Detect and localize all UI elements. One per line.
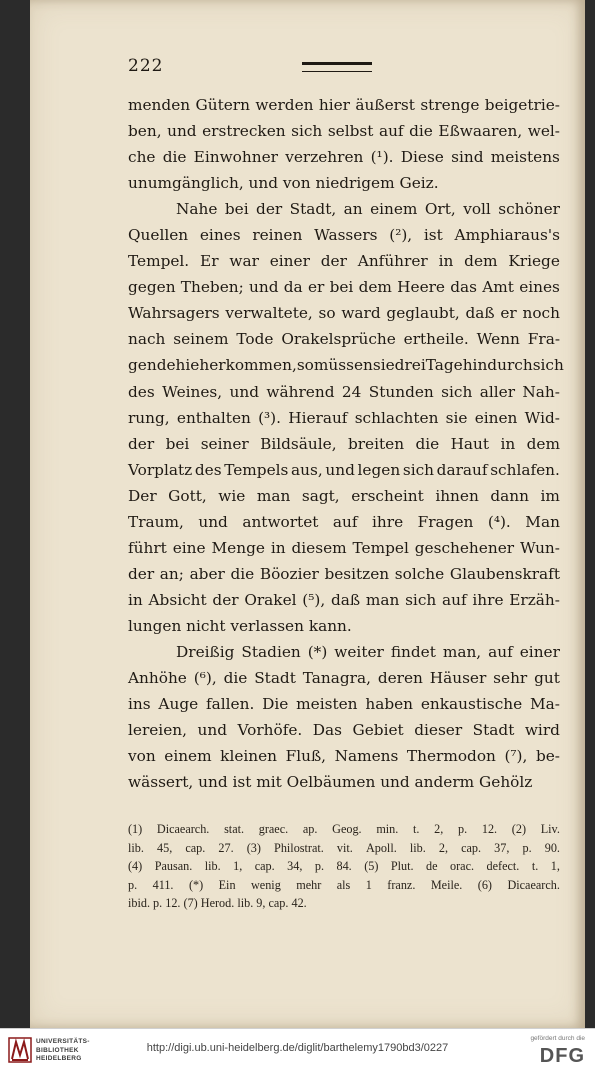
dfg-logo: DFG (539, 1045, 585, 1067)
text-line: Dreißig Stadien (*) weiter findet man, auf einer (176, 642, 560, 661)
funding-note: gefördert durch die (530, 1035, 585, 1042)
text-line: Anhöhe (⁶), die Stadt Tanagra, deren Häuser sehr gut (128, 669, 560, 688)
text-line: Tempel. Er war einer der Anführer in dem Kriege (128, 252, 560, 271)
text-line: unumgänglich, und von niedrigem Geiz. (128, 174, 439, 193)
text-line: der an; aber die Böozier besitzen solche Glaubenskraft (128, 564, 560, 583)
footnote-line: p. 411. (*) Ein wenig mehr als 1 franz. Meile. (6) Dicaearch. (128, 877, 560, 892)
text-line: che die Einwohner verzehren (¹). Diese sind meistens (128, 148, 560, 167)
text-line: Vorplatz des Tempels aus, und legen sich darauf schlafen. (128, 460, 560, 479)
text-line: rung, enthalten (³). Hierauf schlachten sie einen Wid- (128, 408, 560, 427)
text-line: von einem kleinen Fluß, Namens Thermodon (⁷), be- (128, 747, 560, 766)
text-line: der bei seiner Bildsäule, breiten die Haut in dem (128, 434, 560, 453)
permalink-url[interactable]: http://digi.ub.uni-heidelberg.de/diglit/barthelemy1790bd3/0227 (146, 1042, 449, 1054)
body-text (128, 92, 564, 795)
library-name-line: BIBLIOTHEK (36, 1046, 79, 1054)
text-line: gende hieher kommen, so müssen sie drei Tage hindurch sich (128, 356, 564, 375)
text-line: ins Auge fallen. Die meisten haben enkaustische Ma- (128, 695, 560, 714)
page-number: 222 (128, 56, 164, 76)
text-line: gegen Theben; und da er bei dem Heere das Amt eines (128, 278, 560, 297)
text-line: nach seinem Tode Orakelsprüche ertheile. Wenn Fra- (128, 330, 560, 349)
text-line: lereien, und Vorhöfe. Das Gebiet dieser Stadt wird (128, 721, 560, 740)
footnote-line: lib. 45, cap. 27. (3) Philostrat. vit. Apoll. lib. 2, cap. 37, p. 90. (128, 840, 560, 855)
library-name-line: HEIDELBERG (36, 1055, 82, 1062)
text-line: Nahe bei der Stadt, an einem Ort, voll schöner (176, 200, 560, 219)
header-rule (302, 62, 372, 72)
text-line: in Absicht der Orakel (⁵), daß man sich auf ihre Erzäh- (128, 590, 560, 609)
text-line: lungen nicht verlassen kann. (128, 616, 352, 635)
text-line: des Weines, und während 24 Stunden sich aller Nah- (128, 382, 560, 401)
text-line: ben, und erstrecken sich selbst auf die Eßwaaren, wel- (128, 122, 560, 141)
text-line: wässert, und ist mit Oelbäumen und anderm Gehölz (128, 773, 533, 792)
text-line: führt eine Menge in diesem Tempel geschehener Wun- (128, 538, 560, 557)
viewer-footer (0, 1028, 595, 1073)
footnote-line: ibid. p. 12. (7) Herod. lib. 9, cap. 42. (128, 896, 307, 911)
text-line: Der Gott, wie man sagt, erscheint ihnen dann im (128, 486, 560, 505)
footnote-line: (4) Pausan. lib. 1, cap. 34, p. 84. (5) Plut. de orac. defect. t. 1, (128, 859, 560, 874)
text-line: Quellen eines reinen Wassers (²), ist Amphiaraus's (128, 226, 560, 245)
text-line: menden Gütern werden hier äußerst strenge beigetrie- (128, 96, 560, 114)
text-line: Wahrsagers verwaltete, so ward geglaubt, daß er noch (128, 304, 560, 323)
text-line: Traum, und antwortet auf ihre Fragen (⁴). Man (128, 512, 560, 531)
scanned-page (30, 0, 585, 1028)
library-name-line: UNIVERSITÄTS- (36, 1038, 90, 1045)
footnote-line: (1) Dicaearch. stat. graec. ap. Geog. min. t. 2, p. 12. (2) Liv. (128, 822, 560, 836)
footnotes (128, 820, 560, 913)
